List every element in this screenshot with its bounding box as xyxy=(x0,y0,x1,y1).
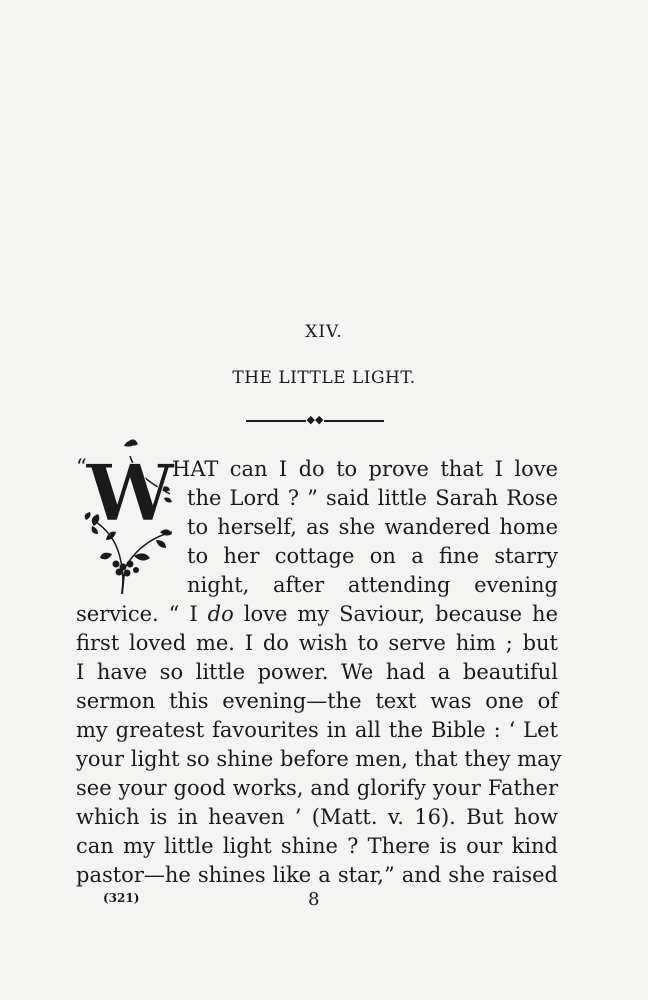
text-line: HAT can I do to prove that I love xyxy=(172,457,558,481)
text-line: which is in heaven ’ (Matt. v. 16). But how xyxy=(76,805,558,829)
text-segment: love my Saviour, because he xyxy=(233,602,558,626)
chapter-number: XIV. xyxy=(305,322,343,342)
page-number: 8 xyxy=(308,889,320,910)
drop-cap-letter: W xyxy=(86,448,174,539)
text-segment: service. “ I xyxy=(76,602,208,626)
chapter-title: THE LITTLE LIGHT. xyxy=(232,368,416,388)
ornamental-drop-cap-w xyxy=(76,436,184,596)
text-line: the Lord ? ” said little Sarah Rose xyxy=(187,486,558,510)
text-line: see your good works, and glorify your Father xyxy=(76,776,558,800)
opening-quote: “ xyxy=(76,455,87,479)
text-line: can my little light shine ? There is our kind xyxy=(76,834,558,858)
text-line: my greatest favourites in all the Bible : ‘ Let xyxy=(76,718,558,742)
rule-ornament: ◆◆ xyxy=(306,413,324,426)
text-line: night, after attending evening xyxy=(187,573,558,597)
text-line: I have so little power. We had a beautiful xyxy=(76,660,558,684)
signature-mark: (321) xyxy=(103,891,140,905)
text-line: to herself, as she wandered home xyxy=(187,515,558,539)
text-line: sermon this evening—the text was one of xyxy=(76,689,558,713)
text-line xyxy=(76,600,558,628)
text-line: your light so shine before men, that they may xyxy=(76,747,562,771)
text-line: first loved me. I do wish to serve him ; but xyxy=(76,631,558,655)
text-line: to her cottage on a fine starry xyxy=(187,544,558,568)
emphasized-word: do xyxy=(207,602,234,626)
text-line: pastor—he shines like a star,” and she raised xyxy=(76,863,558,887)
